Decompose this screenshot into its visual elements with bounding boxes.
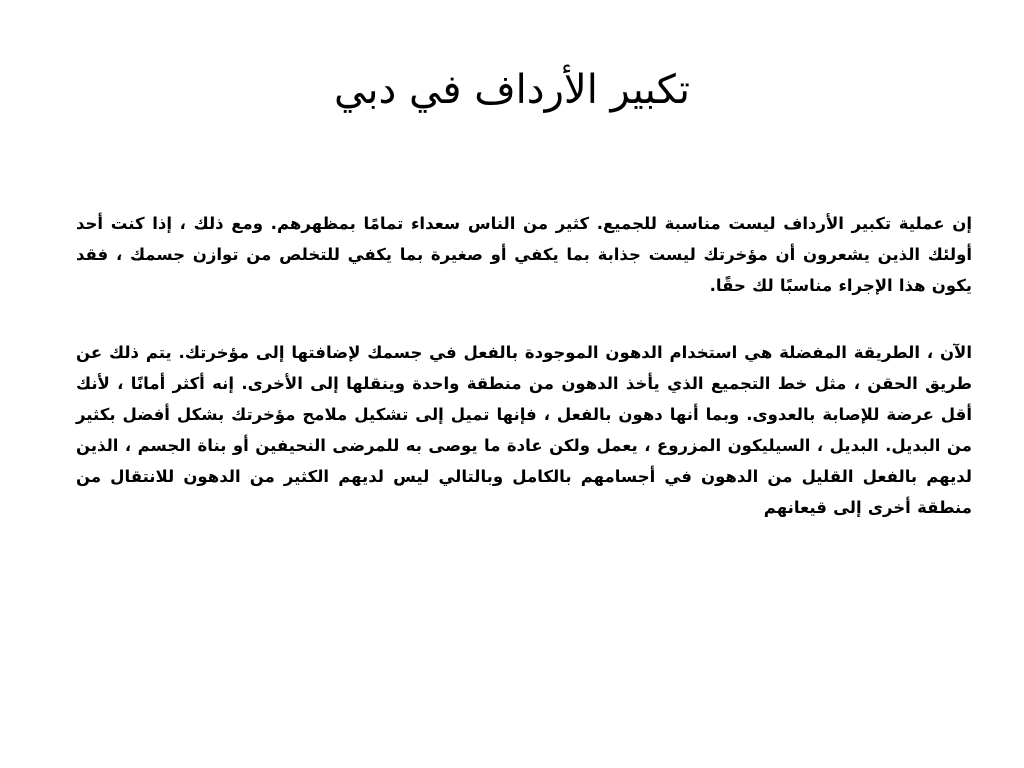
body-paragraph-2: الآن ، الطريقة المفضلة هي استخدام الدهون الموجودة بالفعل في جسمك لإضافتها إلى مؤخرتك. يتم ذلك عن طريق الحقن ، مثل خط التجميع الذي يأخذ الدهون من منطقة واحدة وينقلها إلى الأخرى. إنه أكثر أمانًا ، لأنك أقل عرضة للإصابة بالعدوى. وبما أنها دهون بالفعل ، فإنها تميل إلى تشكيل ملامح مؤخرتك بشكل أفضل بكثير من البديل. البديل ، السيليكون المزروع ، يعمل ولكن عادة ما يوصى به للمرضى النحيفين أو بناة الجسم ، الذين لديهم بالفعل القليل من الدهون في أجسامهم بالكامل وبالتالي ليس لديهم الكثير من الدهون للانتقال من منطقة أخرى إلى قيعانهم <box>76 343 972 517</box>
body-paragraph-1: إن عملية تكبير الأرداف ليست مناسبة للجميع. كثير من الناس سعداء تمامًا بمظهرهم. ومع ذلك ، إذا كنت أحد أولئك الذين يشعرون أن مؤخرتك ليست جذابة بما يكفي أو صغيرة بما يكفي للتخلص من توازن جسمك ، فقد يكون هذا الإجراء مناسبًا لك حقًا. <box>76 214 972 295</box>
slide-body <box>76 208 972 559</box>
slide-title: تكبير الأرداف في دبي <box>334 67 690 113</box>
